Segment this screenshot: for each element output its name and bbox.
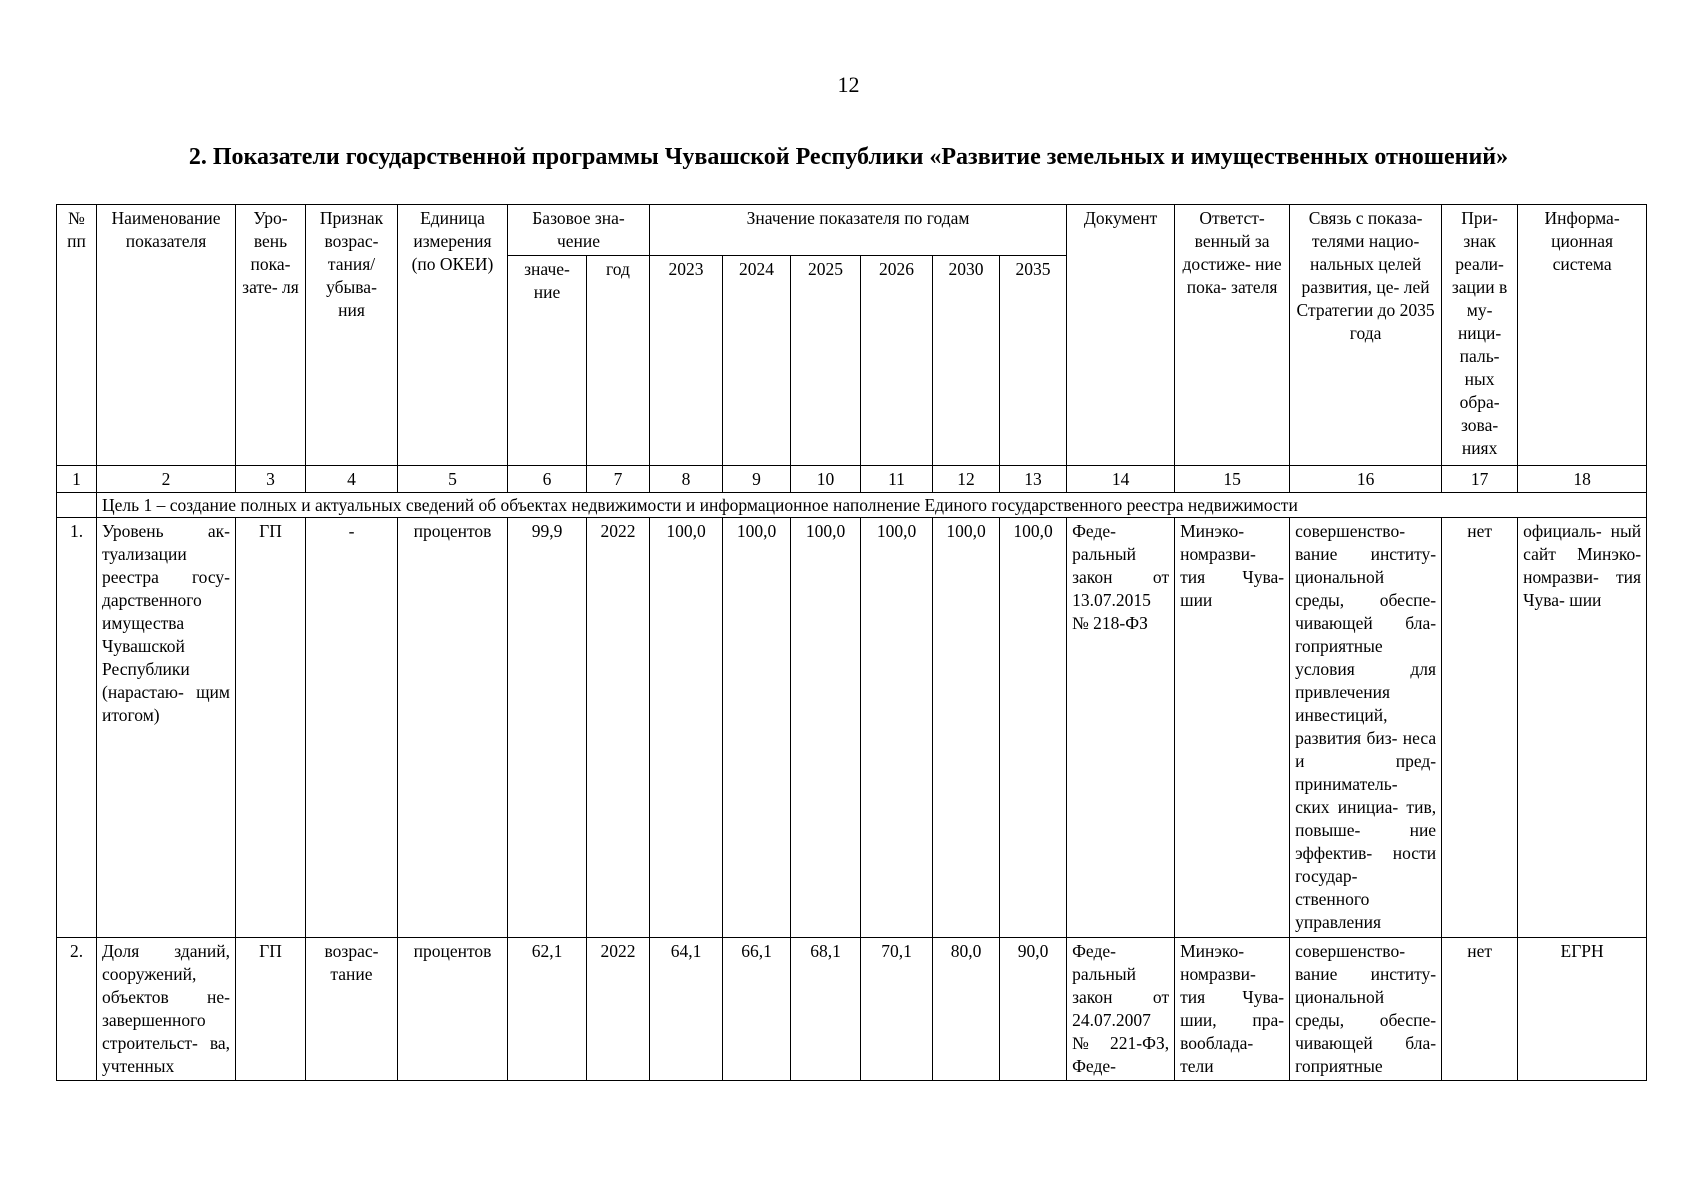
column-number: 13: [1000, 466, 1067, 493]
column-number: 14: [1067, 466, 1175, 493]
indicators-table: [56, 204, 1647, 1081]
row-no: 1.: [57, 518, 97, 938]
row-level: ГП: [236, 938, 306, 1081]
row-base-year: 2022: [587, 518, 650, 938]
header-base: Базовое зна- чение: [508, 205, 650, 256]
column-number: 1: [57, 466, 97, 493]
column-number: 17: [1442, 466, 1518, 493]
column-number: 7: [587, 466, 650, 493]
header-trend: Признак возрас- тания/ убыва- ния: [306, 205, 398, 466]
row-municipal: нет: [1442, 518, 1518, 938]
column-number: 3: [236, 466, 306, 493]
header-row-1: [57, 205, 1647, 256]
table-row: [57, 938, 1647, 1081]
row-base-value: 62,1: [508, 938, 587, 1081]
row-document: Феде- ральный закон от 24.07.2007 № 221-ФЗ, Феде-: [1067, 938, 1175, 1081]
table-row: [57, 518, 1647, 938]
row-value-2025: 68,1: [791, 938, 861, 1081]
column-number: 12: [933, 466, 1000, 493]
header-year: 2023: [650, 256, 723, 466]
header-no: № пп: [57, 205, 97, 466]
row-value-2023: 64,1: [650, 938, 723, 1081]
column-number: 11: [861, 466, 933, 493]
header-municipal: При- знак реали- зации в му- ници- паль- ных обра- зова- ниях: [1442, 205, 1518, 466]
row-value-2030: 100,0: [933, 518, 1000, 938]
column-number: 6: [508, 466, 587, 493]
header-years-group: Значение показателя по годам: [650, 205, 1067, 256]
goal-row: [57, 493, 1647, 518]
row-no: 2.: [57, 938, 97, 1081]
row-trend: -: [306, 518, 398, 938]
header-year: 2030: [933, 256, 1000, 466]
header-infosystem: Информа- ционная система: [1518, 205, 1647, 466]
column-number: 5: [398, 466, 508, 493]
row-document: Феде- ральный закон от 13.07.2015 № 218-ФЗ: [1067, 518, 1175, 938]
goal-text: Цель 1 – создание полных и актуальных сведений об объектах недвижимости и информационное наполнение Единого государственного реестра недвижимости: [97, 493, 1647, 518]
row-responsible: Минэко- номразви- тия Чува- шии: [1175, 518, 1290, 938]
row-base-year: 2022: [587, 938, 650, 1081]
row-responsible: Минэко- номразви- тия Чува- шии, пра- вооблада- тели: [1175, 938, 1290, 1081]
column-number: 2: [97, 466, 236, 493]
row-name: Доля зданий, сооружений, объектов не- завершенного строительст- ва, учтенных: [97, 938, 236, 1081]
row-value-2035: 90,0: [1000, 938, 1067, 1081]
row-value-2024: 100,0: [723, 518, 791, 938]
column-number: 15: [1175, 466, 1290, 493]
header-base-value: значе- ние: [508, 256, 587, 466]
header-year: 2035: [1000, 256, 1067, 466]
column-number: 9: [723, 466, 791, 493]
column-numbers-row: [57, 466, 1647, 493]
row-unit: процентов: [398, 518, 508, 938]
row-value-2023: 100,0: [650, 518, 723, 938]
row-link: совершенство- вание институ- циональной среды, обеспе- чивающей бла- гоприятные: [1290, 938, 1442, 1081]
header-document: Документ: [1067, 205, 1175, 466]
header-responsible: Ответст- венный за достиже- ние пока- зателя: [1175, 205, 1290, 466]
page-number: 12: [837, 72, 860, 97]
column-number: 10: [791, 466, 861, 493]
header-year: 2024: [723, 256, 791, 466]
header-year: 2025: [791, 256, 861, 466]
row-value-2025: 100,0: [791, 518, 861, 938]
header-unit: Единица измерения (по ОКЕИ): [398, 205, 508, 466]
header-level: Уро- вень пока- зате- ля: [236, 205, 306, 466]
row-value-2026: 100,0: [861, 518, 933, 938]
row-name: Уровень ак- туализации реестра госу- дарственного имущества Чувашской Республики (нарастаю- щим итогом): [97, 518, 236, 938]
row-value-2035: 100,0: [1000, 518, 1067, 938]
row-infosystem: официаль- ный сайт Минэко- номразви- тия Чува- шии: [1518, 518, 1647, 938]
page-title: 2. Показатели государственной программы Чувашской Республики «Развитие земельных и имущественных отношений»: [188, 144, 1509, 170]
row-infosystem: ЕГРН: [1518, 938, 1647, 1081]
column-number: 16: [1290, 466, 1442, 493]
row-value-2024: 66,1: [723, 938, 791, 1081]
row-base-value: 99,9: [508, 518, 587, 938]
goal-spacer: [57, 493, 97, 518]
row-link: совершенство- вание институ- циональной среды, обеспе- чивающей бла- гоприятные условия для привлечения инвестиций, развития биз- неса и пред- приниматель- ских инициа- тив, повыше- ние эффектив- ности государ- ственного управления: [1290, 518, 1442, 938]
header-link: Связь с показа- телями нацио- нальных целей развития, це- лей Стратегии до 2035 года: [1290, 205, 1442, 466]
column-number: 4: [306, 466, 398, 493]
row-unit: процентов: [398, 938, 508, 1081]
row-value-2026: 70,1: [861, 938, 933, 1081]
row-trend: возрас- тание: [306, 938, 398, 1081]
row-municipal: нет: [1442, 938, 1518, 1081]
row-level: ГП: [236, 518, 306, 938]
header-base-year: год: [587, 256, 650, 466]
column-number: 18: [1518, 466, 1647, 493]
column-number: 8: [650, 466, 723, 493]
row-value-2030: 80,0: [933, 938, 1000, 1081]
header-year: 2026: [861, 256, 933, 466]
header-name: Наименование показателя: [97, 205, 236, 466]
